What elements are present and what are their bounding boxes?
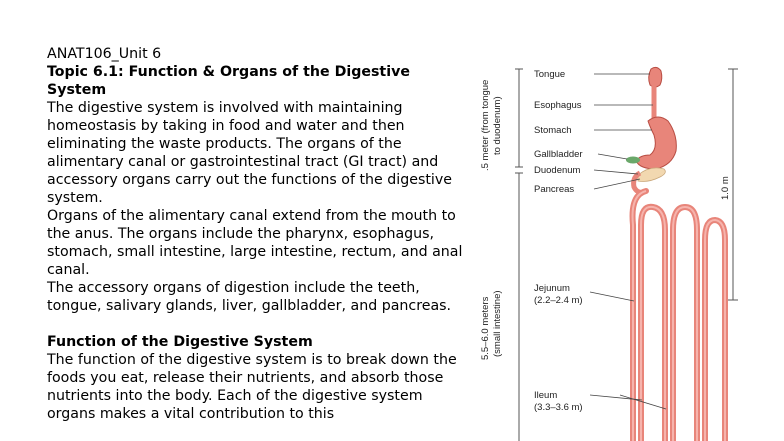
small-intestine-highlight [633, 191, 725, 441]
paragraph-intro: The digestive system is involved with maintaining homeostasis by taking in food and water and then eliminating the waste products. The organs of the alimentary canal or gastrointestinal tract (GI tract) and accessory organs carry out the functions of the digestive system. [47, 100, 452, 206]
digestive-tract-figure [470, 55, 770, 441]
gallbladder-shape [626, 157, 640, 164]
left-scale-bracket [515, 69, 523, 441]
left-scale-top-line1: .5 meter (from tongue [480, 79, 491, 171]
label-pancreas: Pancreas [534, 184, 575, 195]
label-jejunum: Jejunum [534, 283, 570, 294]
document-text [47, 45, 467, 423]
stomach-shape [636, 117, 676, 169]
right-scale-label: 1.0 m [720, 176, 731, 200]
section-title: Function of the Digestive System [47, 334, 313, 350]
label-gallbladder: Gallbladder [534, 149, 583, 160]
label-ileum-length: (3.3–3.6 m) [534, 402, 583, 413]
left-scale-bottom-line2: (small intestine) [492, 290, 503, 357]
small-intestine-shape [633, 191, 725, 441]
label-esophagus: Esophagus [534, 100, 582, 111]
label-jejunum-length: (2.2–2.4 m) [534, 295, 583, 306]
label-stomach: Stomach [534, 125, 572, 136]
digestive-diagram [470, 55, 770, 441]
doc-header: ANAT106_Unit 6 [47, 46, 162, 62]
left-scale-top-line2: to duodenum) [492, 96, 503, 155]
label-ileum: Ileum [534, 390, 558, 401]
pancreas-shape [638, 168, 665, 182]
label-tongue: Tongue [534, 69, 566, 80]
label-duodenum: Duodenum [534, 165, 581, 176]
paragraph-function: The function of the digestive system is to break down the foods you eat, release their nutrients, and absorb those nutrients into the body. Each of the digestive system organs makes a vital contribution to this [47, 352, 457, 422]
tongue-shape [649, 67, 662, 87]
topic-title: Topic 6.1: Function & Organs of the Digestive System [47, 64, 410, 98]
paragraph-accessory-organs: The accessory organs of digestion include the teeth, tongue, salivary glands, liver, gallbladder, and pancreas. [47, 280, 452, 314]
left-scale-bottom-line1: 5.5–6.0 meters [480, 296, 491, 360]
paragraph-alimentary-canal: Organs of the alimentary canal extend from the mouth to the anus. The organs include the pharynx, esophagus, stomach, small intestine, large intestine, rectum, and anal canal. [47, 208, 463, 278]
